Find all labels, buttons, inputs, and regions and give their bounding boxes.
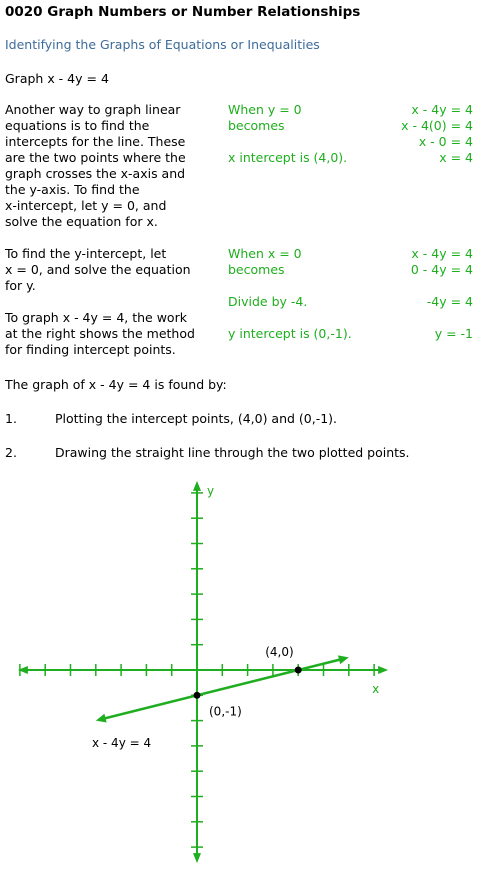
explanation-paragraph-1: [5, 102, 220, 230]
text-line: for finding intercept points.: [5, 342, 176, 357]
note-line: y intercept is (0,-1).: [228, 326, 352, 341]
step-text: Plotting the intercept points, (4,0) and (0,-1).: [55, 411, 338, 426]
line-arrow-left: [96, 714, 107, 723]
y-intercept-steps: [411, 246, 473, 342]
text-line: are the two points where the: [5, 150, 186, 165]
x-axis-label: x: [372, 682, 380, 696]
intercept-point: [194, 692, 201, 699]
note-line: becomes: [228, 262, 285, 277]
equation-line: [411, 278, 473, 294]
problem-statement: Graph x - 4y = 4: [5, 71, 109, 86]
equation-line: [411, 310, 473, 326]
explanation-paragraph-2: [5, 246, 220, 294]
summary-intro: The graph of x - 4y = 4 is found by:: [5, 377, 227, 392]
y-axis-label: y: [207, 483, 215, 498]
x-axis-arrow-right: [378, 666, 388, 674]
equation-line: x = 4: [439, 150, 473, 165]
explanation-paragraph-3: [5, 310, 220, 358]
text-line: solve the equation for x.: [5, 214, 158, 229]
coordinate-graph: [0, 470, 481, 870]
y-axis-arrow-top: [193, 481, 201, 491]
equation-line: x - 4y = 4: [411, 102, 473, 117]
x-intercept-steps: [401, 102, 473, 166]
equation-line: y = -1: [434, 326, 473, 341]
equation-label: x - 4y = 4: [92, 736, 152, 750]
equation-line: -4y = 4: [426, 294, 473, 309]
note-line: x intercept is (4,0).: [228, 150, 348, 165]
step-text: Drawing the straight line through the two plotted points.: [55, 445, 410, 460]
text-line: equations is to find the: [5, 118, 150, 133]
note-line: When x = 0: [228, 246, 302, 261]
x-intercept-notes: [228, 102, 347, 166]
note-line: [228, 134, 347, 150]
note-line: [228, 278, 352, 294]
text-line: intercepts for the line. These: [5, 134, 186, 149]
text-line: x-intercept, let y = 0, and: [5, 198, 167, 213]
note-line: When y = 0: [228, 102, 302, 117]
step-number: 1.: [5, 411, 17, 426]
text-line: graph crosses the x-axis and: [5, 166, 186, 181]
equation-line: x - 4(0) = 4: [401, 118, 473, 133]
note-line: Divide by -4.: [228, 294, 308, 309]
section-subtitle: Identifying the Graphs of Equations or Inequalities: [5, 37, 320, 52]
text-line: for y.: [5, 278, 36, 293]
equation-line: 0 - 4y = 4: [410, 262, 473, 277]
step-number: 2.: [5, 445, 17, 460]
text-line: the y-axis. To find the: [5, 182, 140, 197]
point-label: (4,0): [265, 645, 294, 659]
page-title: 0020 Graph Numbers or Number Relationships: [5, 4, 361, 20]
equation-line: x - 4y = 4: [411, 246, 473, 261]
text-line: at the right shows the method: [5, 326, 195, 341]
note-line: becomes: [228, 118, 285, 133]
point-label: (0,-1): [209, 704, 242, 719]
y-intercept-notes: [228, 246, 352, 342]
text-line: Another way to graph linear: [5, 102, 181, 117]
line-arrow-right: [338, 655, 349, 664]
text-line: x = 0, and solve the equation: [5, 262, 191, 277]
equation-line: x - 0 = 4: [418, 134, 473, 149]
intercept-point: [295, 667, 302, 674]
text-line: To graph x - 4y = 4, the work: [5, 310, 187, 325]
note-line: [228, 310, 352, 326]
y-axis-arrow-bottom: [193, 853, 201, 863]
text-line: To find the y-intercept, let: [5, 246, 167, 261]
